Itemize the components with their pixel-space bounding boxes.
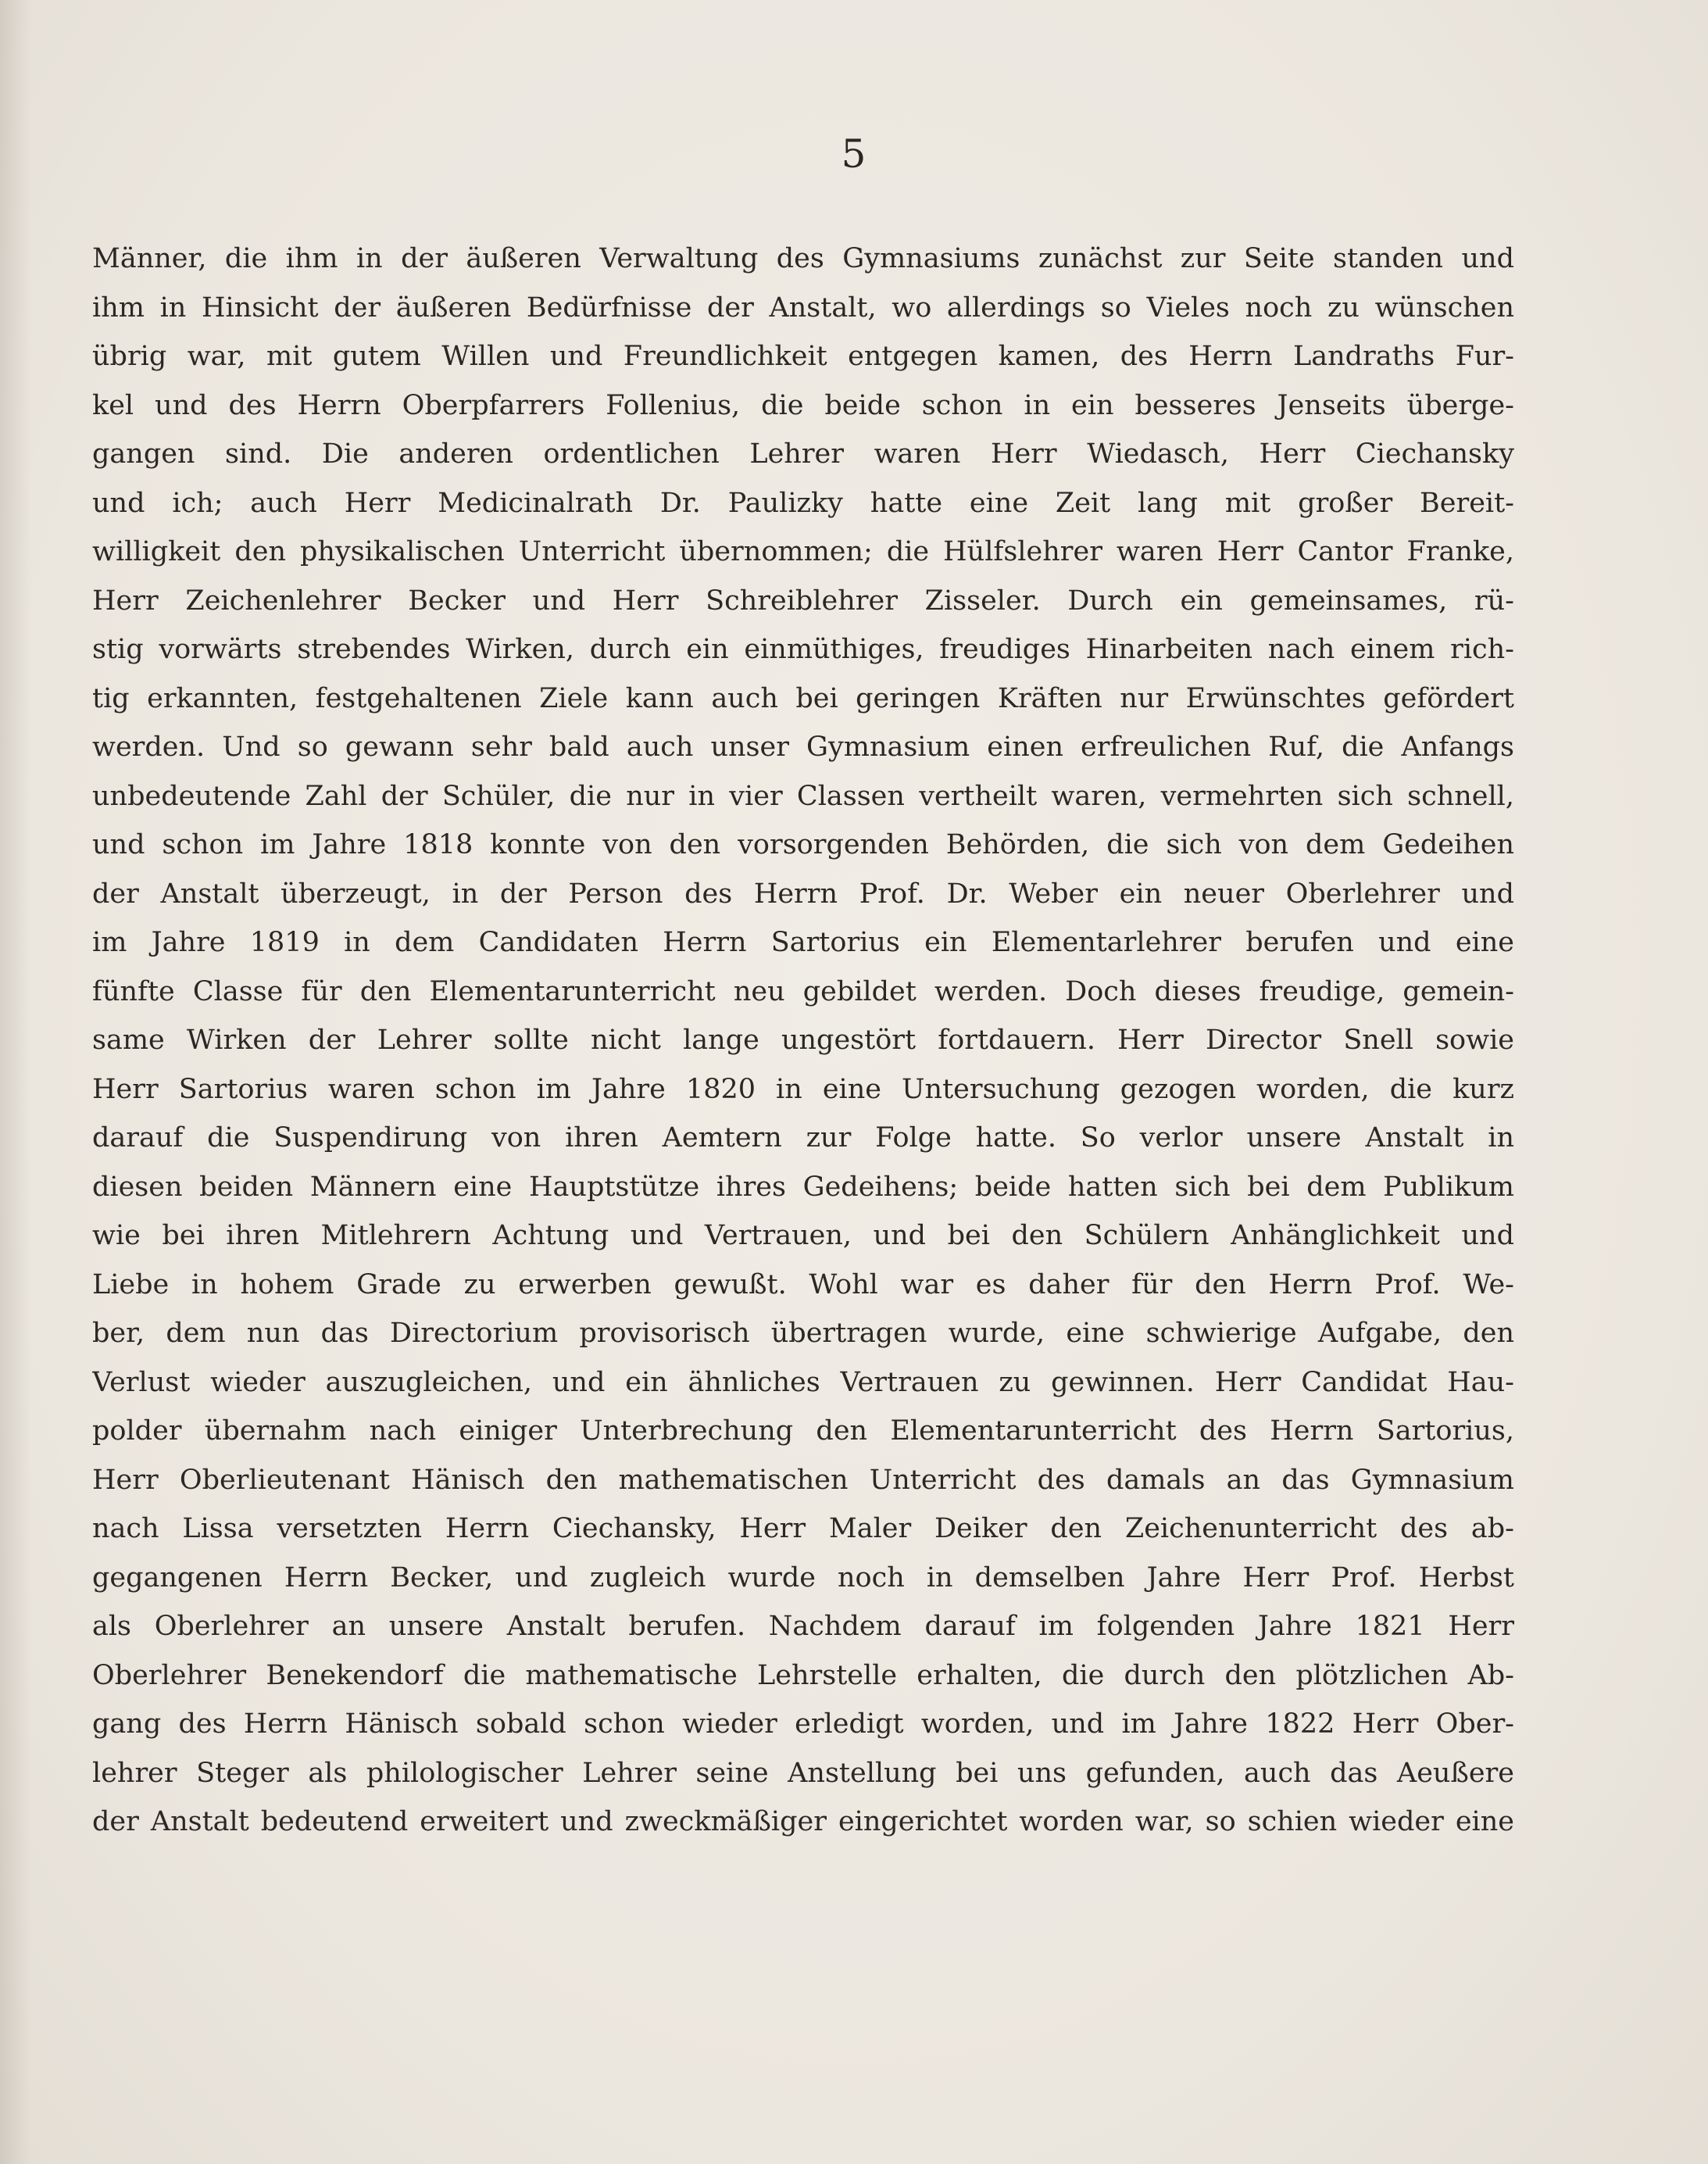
text-line: nach Lissa versetzten Herrn Ciechansky, Herr Maler Deiker den Zeichenunterricht des ab- — [92, 1513, 1514, 1544]
text-line: Oberlehrer Benekendorf die mathematische Lehrstelle erhalten, die durch den plötzlichen Ab- — [92, 1659, 1514, 1691]
text-line: lehrer Steger als philologischer Lehrer seine Anstellung bei uns gefunden, auch das Aeußere — [92, 1757, 1514, 1789]
text-line: polder übernahm nach einiger Unterbrechung den Elementarunterricht des Herrn Sartorius, — [92, 1415, 1514, 1447]
text-line: wie bei ihren Mitlehrern Achtung und Vertrauen, und bei den Schülern Anhänglichkeit und — [92, 1220, 1514, 1251]
text-line: Herr Sartorius waren schon im Jahre 1820 in eine Untersuchung gezogen worden, die kurz — [92, 1073, 1514, 1105]
text-line: Verlust wieder auszugleichen, und ein ähnliches Vertrauen zu gewinnen. Herr Candidat Hau- — [92, 1366, 1514, 1398]
text-line: fünfte Classe für den Elementarunterricht neu gebildet werden. Doch dieses freudige, gemein- — [92, 975, 1514, 1007]
text-line: stig vorwärts strebendes Wirken, durch ein einmüthiges, freudiges Hinarbeiten nach einem rich- — [92, 634, 1514, 665]
text-line: der Anstalt überzeugt, in der Person des Herrn Prof. Dr. Weber ein neuer Oberlehrer und — [92, 878, 1514, 910]
text-line: darauf die Suspendirung von ihren Aemtern zur Folge hatte. So verlor unsere Anstalt in — [92, 1122, 1514, 1154]
text-line: diesen beiden Männern eine Hauptstütze ihres Gedeihens; beide hatten sich bei dem Publikum — [92, 1171, 1514, 1203]
body-text — [92, 234, 1514, 1847]
page-number: 5 — [841, 131, 867, 177]
text-line: same Wirken der Lehrer sollte nicht lange ungestört fortdauern. Herr Director Snell sowie — [92, 1025, 1514, 1056]
text-line: und ich; auch Herr Medicinalrath Dr. Paulizky hatte eine Zeit lang mit großer Bereit- — [92, 487, 1514, 519]
text-line: willigkeit den physikalischen Unterricht übernommen; die Hülfslehrer waren Herr Cantor Franke, — [92, 536, 1514, 567]
text-line: unbedeutende Zahl der Schüler, die nur in vier Classen vertheilt waren, vermehrten sich schnell, — [92, 780, 1514, 812]
text-line: kel und des Herrn Oberpfarrers Follenius, die beide schon in ein besseres Jenseits überge- — [92, 389, 1514, 421]
text-line: ihm in Hinsicht der äußeren Bedürfnisse der Anstalt, wo allerdings so Vieles noch zu wünschen — [92, 292, 1514, 324]
text-line: Herr Oberlieutenant Hänisch den mathematischen Unterricht des damals an das Gymnasium — [92, 1464, 1514, 1496]
text-line: werden. Und so gewann sehr bald auch unser Gymnasium einen erfreulichen Ruf, die Anfangs — [92, 731, 1514, 763]
text-line: übrig war, mit gutem Willen und Freundlichkeit entgegen kamen, des Herrn Landraths Fur- — [92, 341, 1514, 372]
text-line: als Oberlehrer an unsere Anstalt berufen. Nachdem darauf im folgenden Jahre 1821 Herr — [92, 1611, 1514, 1642]
text-line: im Jahre 1819 in dem Candidaten Herrn Sartorius ein Elementarlehrer berufen und eine — [92, 927, 1514, 958]
page-edge-shadow — [0, 0, 31, 2164]
text-line: gangen sind. Die anderen ordentlichen Lehrer waren Herr Wiedasch, Herr Ciechansky — [92, 438, 1514, 470]
text-line: gegangenen Herrn Becker, und zugleich wurde noch in demselben Jahre Herr Prof. Herbst — [92, 1561, 1514, 1593]
text-line: gang des Herrn Hänisch sobald schon wieder erledigt worden, und im Jahre 1822 Herr Ober- — [92, 1708, 1514, 1740]
text-line: und schon im Jahre 1818 konnte von den vorsorgenden Behörden, die sich von dem Gedeihen — [92, 829, 1514, 860]
text-line: tig erkannten, festgehaltenen Ziele kann auch bei geringen Kräften nur Erwünschtes gefördert — [92, 682, 1514, 714]
text-line: der Anstalt bedeutend erweitert und zweckmäßiger eingerichtet worden war, so schien wieder eine — [92, 1806, 1514, 1837]
text-line: ber, dem nun das Directorium provisorisch übertragen wurde, eine schwierige Aufgabe, den — [92, 1318, 1514, 1349]
text-line: Herr Zeichenlehrer Becker und Herr Schreiblehrer Zisseler. Durch ein gemeinsames, rü- — [92, 585, 1514, 617]
text-line: Liebe in hohem Grade zu erwerben gewußt. Wohl war es daher für den Herrn Prof. We- — [92, 1268, 1514, 1300]
text-line: Männer, die ihm in der äußeren Verwaltung des Gymnasiums zunächst zur Seite standen und — [92, 243, 1514, 274]
